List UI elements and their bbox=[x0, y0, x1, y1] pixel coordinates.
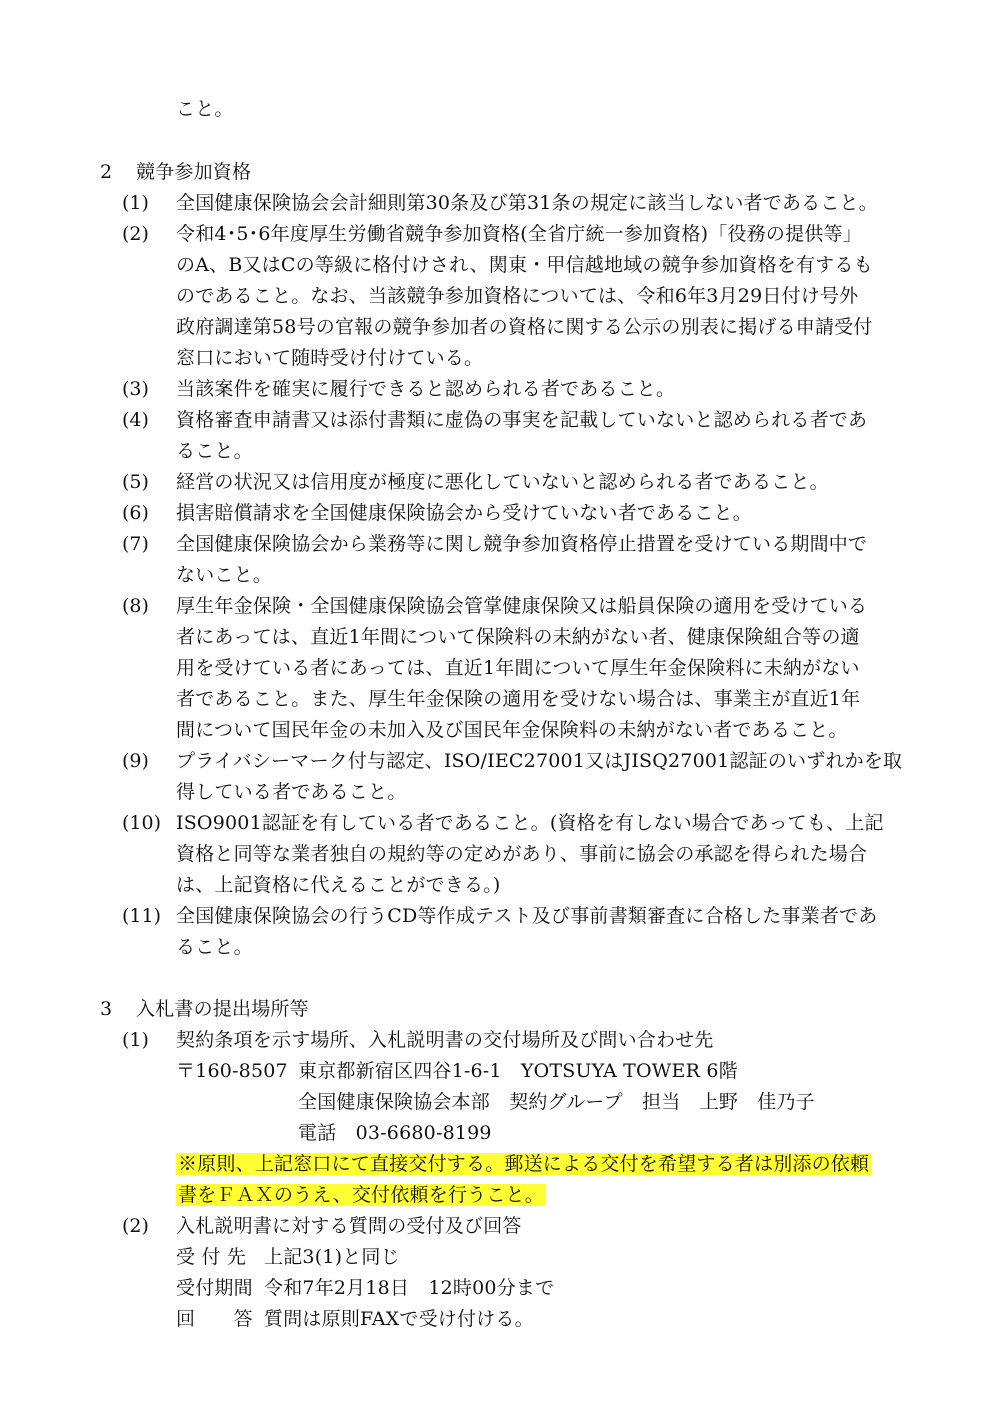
row-value: 令和7年2月18日 12時00分まで bbox=[264, 1277, 555, 1299]
item-number: (8) bbox=[122, 595, 149, 617]
item-line: のA、B又はCの等級に格付けされ、関東・甲信越地域の競争参加資格を有するも bbox=[176, 254, 873, 276]
item-line: ること。 bbox=[176, 936, 253, 958]
item-line: 窓口において随時受け付けている。 bbox=[176, 347, 484, 369]
item-line: 者であること。また、厚生年金保険の適用を受けない場合は、事業主が直近1年 bbox=[176, 688, 861, 710]
item-line: 間について国民年金の未加入及び国民年金保険料の未納がない者であること。 bbox=[176, 719, 848, 741]
item-title: 入札説明書に対する質問の受付及び回答 bbox=[176, 1215, 522, 1237]
item-line: 用を受けている者にあっては、直近1年間について厚生年金保険料に未納がない bbox=[176, 657, 860, 679]
item-line: 政府調達第58号の官報の競争参加者の資格に関する公示の別表に掲げる申請受付 bbox=[176, 316, 873, 338]
item-line: 厚生年金保険・全国健康保険協会管掌健康保険又は船員保険の適用を受けている bbox=[176, 595, 868, 617]
item-number: (2) bbox=[122, 1215, 149, 1237]
section3-title: 入札書の提出場所等 bbox=[136, 998, 309, 1020]
item-number: (5) bbox=[122, 471, 149, 493]
row-label: 回 答 bbox=[176, 1308, 253, 1330]
item-line: ISO9001認証を有している者であること。(資格を有しない場合であっても、上記 bbox=[176, 812, 884, 834]
contact-org: 全国健康保険協会本部 契約グループ 担当 上野 佳乃子 bbox=[298, 1091, 815, 1113]
item-number: (4) bbox=[122, 409, 149, 431]
item-line: 当該案件を確実に履行できると認められる者であること。 bbox=[176, 378, 676, 400]
highlight-note-line bbox=[176, 1180, 546, 1210]
highlighted-text: 書をＦＡＸのうえ、交付依頼を行うこと。 bbox=[178, 1184, 544, 1206]
item-line: 資格と同等な業者独自の規約等の定めがあり、事前に協会の承認を得られた場合 bbox=[176, 843, 868, 865]
item-number: (7) bbox=[122, 533, 149, 555]
row-value: 上記3(1)と同じ bbox=[264, 1246, 400, 1268]
item-number: (2) bbox=[122, 223, 149, 245]
item-number: (9) bbox=[122, 750, 149, 772]
contact-tel: 電話 03-6680-8199 bbox=[298, 1122, 492, 1144]
section2-title: 競争参加資格 bbox=[136, 161, 252, 183]
item-line: ること。 bbox=[176, 440, 253, 462]
item-line: 経営の状況又は信用度が極度に悪化していないと認められる者であること。 bbox=[176, 471, 829, 493]
item-number: (1) bbox=[122, 1029, 149, 1051]
item-line: 資格審査申請書又は添付書類に虚偽の事実を記載していないと認められる者であ bbox=[176, 409, 868, 431]
intro-tail: こと。 bbox=[176, 98, 234, 120]
address: 東京都新宿区四谷1-6-1 YOTSUYA TOWER 6階 bbox=[298, 1060, 738, 1082]
item-line: プライバシーマーク付与認定、ISO/IEC27001又はJISQ27001認証のいずれかを取 bbox=[176, 750, 903, 772]
highlighted-text: ※原則、上記窓口にて直接交付する。郵送による交付を希望する者は別添の依頼 bbox=[178, 1153, 870, 1175]
section3-number: 3 bbox=[100, 998, 113, 1020]
item-number: (11) bbox=[122, 905, 162, 927]
item-line: 得している者であること。 bbox=[176, 781, 407, 803]
section2-number: 2 bbox=[100, 161, 113, 183]
item-line: 令和4･5･6年度厚生労働省競争参加資格(全省庁統一参加資格)「役務の提供等」 bbox=[176, 223, 862, 245]
postal-code: 〒160-8507 bbox=[176, 1060, 288, 1082]
item-line: 全国健康保険協会の行うCD等作成テスト及び事前書類審査に合格した事業者であ bbox=[176, 905, 878, 927]
item-number: (10) bbox=[122, 812, 162, 834]
item-line: 全国健康保険協会から業務等に関し競争参加資格停止措置を受けている期間中で bbox=[176, 533, 868, 555]
item-number: (6) bbox=[122, 502, 149, 524]
item-line: 者にあっては、直近1年間について保険料の未納がない者、健康保険組合等の適 bbox=[176, 626, 860, 648]
item-line: のであること。なお、当該競争参加資格については、令和6年3月29日付け号外 bbox=[176, 285, 859, 307]
row-label: 受付期間 bbox=[176, 1277, 253, 1299]
item-line: 全国健康保険協会会計細則第30条及び第31条の規定に該当しない者であること。 bbox=[176, 192, 878, 214]
highlight-note-line bbox=[176, 1149, 871, 1179]
item-line: 損害賠償請求を全国健康保険協会から受けていない者であること。 bbox=[176, 502, 753, 524]
item-line: は、上記資格に代えることができる。) bbox=[176, 874, 501, 896]
item-number: (1) bbox=[122, 192, 149, 214]
item-title: 契約条項を示す場所、入札説明書の交付場所及び問い合わせ先 bbox=[176, 1029, 714, 1051]
row-value: 質問は原則FAXで受け付ける。 bbox=[264, 1308, 534, 1330]
row-label: 受 付 先 bbox=[176, 1246, 247, 1268]
item-number: (3) bbox=[122, 378, 149, 400]
item-line: ないこと。 bbox=[176, 564, 273, 586]
